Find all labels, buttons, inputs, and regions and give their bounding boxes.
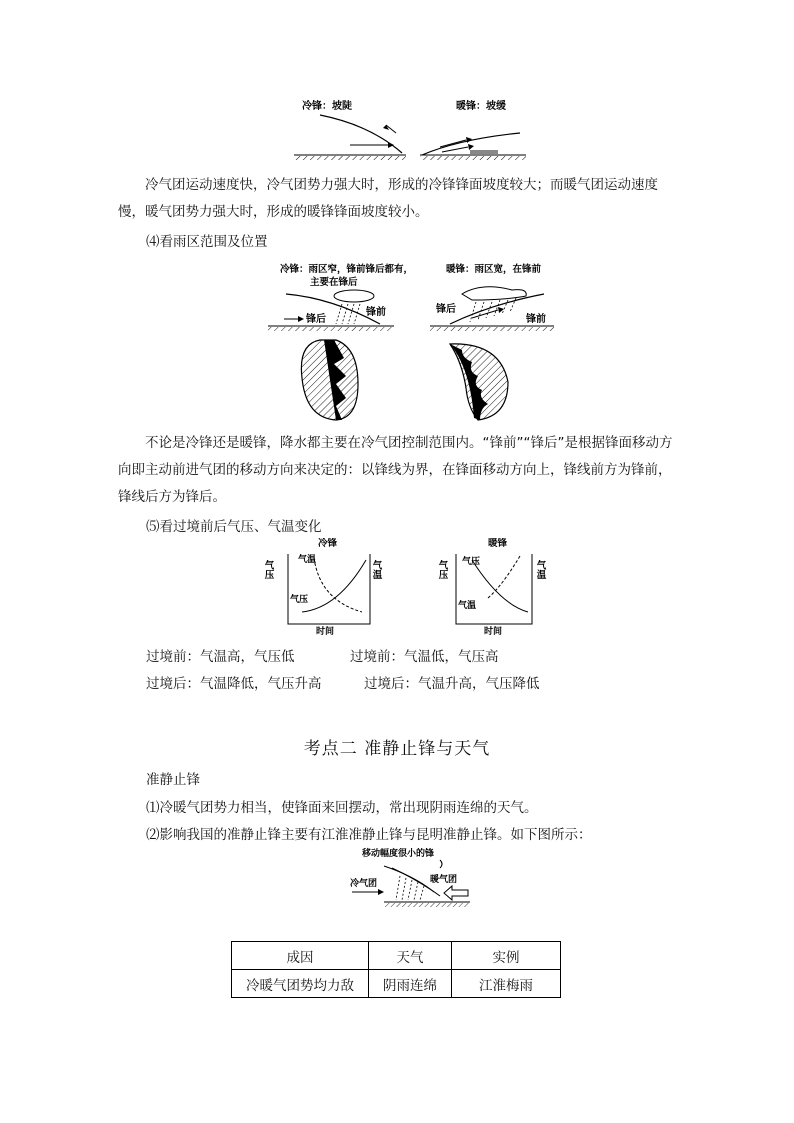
section-title: 考点二 准静止锋与天气 [303,739,491,759]
warm-slope-label: 暖锋：坡缓 [456,101,506,112]
table-cell: 阴雨连绵 [369,970,452,998]
rain-area-figure [262,258,562,428]
table-cell: 江淮梅雨 [452,970,561,998]
front-slope-figure [290,95,530,165]
warm-mass-label: 暖气团 [430,875,458,885]
warm-behind-label: 锋后 [436,304,456,315]
front-table [231,941,561,998]
heading-rain-area: ⑷看雨区范围及位置 [146,234,268,250]
cold-front-label: 锋前 [366,307,386,318]
warm-right-axis: 气温 [534,560,546,579]
slope-paragraph: 冷气团运动速度快，冷气团势力强大时，形成的冷锋锋面坡度较大；而暖气团运动速度慢，暖气团势力强大时，形成的暖锋锋面坡度较小。 [118,177,658,220]
warm-pressure-label: 气压 [462,557,481,567]
cold-temp-label: 气温 [298,555,317,565]
sub-heading: 准静止锋 [146,772,200,788]
cold-slope-label: 冷锋：坡陡 [302,101,352,112]
warm-rain-label: 暖锋：雨区宽，在锋前 [446,264,542,275]
table-header: 实例 [452,942,561,970]
cold-front-line [320,115,402,153]
table-row [232,970,561,998]
table-header: 成因 [232,942,369,970]
cold-rain-label-1: 冷锋：雨区窄，锋前锋后都有， [280,264,414,275]
cold-graph-title: 冷锋 [318,538,338,549]
warm-before-text: 过境前：气温低，气压高 [350,649,499,665]
cold-rain-label-2: 主要在锋后 [310,277,358,288]
warm-x-axis: 时间 [484,627,503,637]
cold-x-axis: 时间 [316,627,335,637]
cold-left-axis: 气压 [262,560,274,579]
cold-after-text: 过境后：气温降低，气压升高 [146,676,322,692]
stationary-top-label: 移动幅度很小的锋 [362,849,435,859]
cold-before-text: 过境前：气温高，气压低 [146,649,295,665]
cold-pressure-label: 气压 [290,595,309,605]
item-1: ⑴冷暖气团势力相当，使锋面来回摆动，常出现阴雨连绵的天气。 [146,800,538,816]
warm-temp-label: 气温 [458,601,477,611]
cold-behind-label: 锋后 [306,314,326,325]
item-2: ⑵影响我国的准静止锋主要有江淮准静止锋与昆明准静止锋。如下图所示： [146,827,592,843]
pressure-temp-figure [262,538,562,638]
table-header: 天气 [369,942,452,970]
warm-left-axis: 气压 [436,560,448,579]
warm-graph-title: 暖锋 [488,538,508,549]
cold-mass-label: 冷气团 [350,879,378,889]
heading-pressure-temp: ⑸看过境前后气压、气温变化 [146,519,322,535]
stationary-front-figure [344,846,474,910]
warm-front-label: 锋前 [526,314,546,325]
warm-after-text: 过境后：气温升高，气压降低 [364,676,540,692]
cold-right-axis: 气温 [370,560,382,579]
front-direction-paragraph: 不论是冷锋还是暖锋，降水都主要在冷气团控制范围内。“锋前”“锋后”是根据锋面移动方向即主动前进气团的移动方向来决定的：以锋线为界，在锋面移动方向上，锋线前方为锋前，锋线后方为锋后。 [118,435,673,505]
table-cell: 冷暖气团势均力敌 [232,970,369,998]
table-header-row [232,942,561,970]
